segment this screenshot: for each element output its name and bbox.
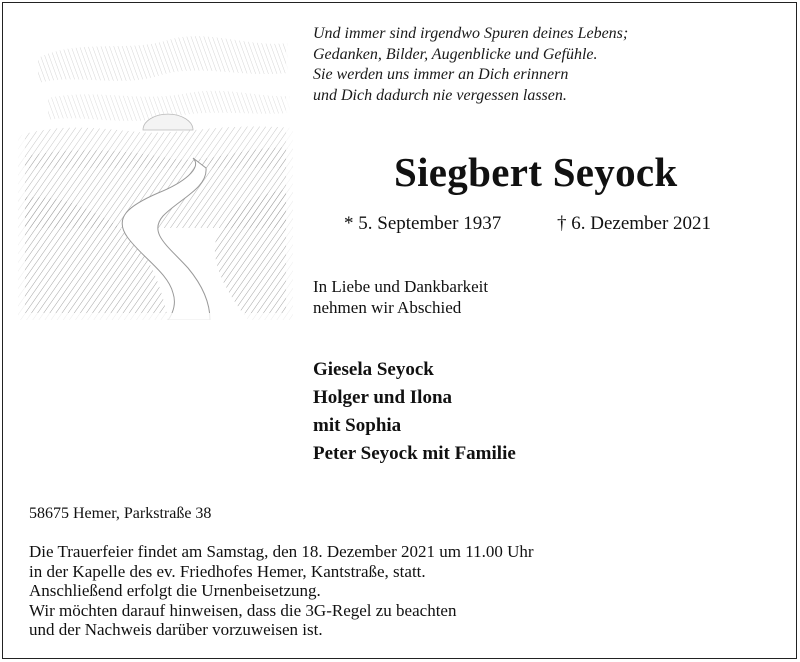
farewell-line: In Liebe und Dankbarkeit [313, 277, 489, 296]
deceased-name: Siegbert Seyock [394, 149, 678, 195]
landscape-sketch-image [18, 18, 293, 320]
mourner-name: Peter Seyock mit Familie [313, 443, 516, 464]
mourner-name: mit Sophia [313, 415, 402, 436]
quote-line: Sie werden uns immer an Dich erinnern [313, 66, 569, 83]
mourner-name: Holger und Ilona [313, 387, 453, 408]
family-address: 58675 Hemer, Parkstraße 38 [29, 505, 212, 522]
birth-date: * 5. September 1937 [344, 213, 502, 234]
mourners-list [313, 356, 516, 468]
notice-line: Die Trauerfeier findet am Samstag, den 18. Dezember 2021 um 11.00 Uhr [29, 542, 534, 561]
notice-line: und der Nachweis darüber vorzuweisen ist. [29, 620, 323, 639]
death-date: † 6. Dezember 2021 [557, 213, 712, 234]
notice-line: Wir möchten darauf hinweisen, dass die 3G-Regel zu beachten [29, 600, 457, 620]
quote-line: und Dich dadurch nie vergessen lassen. [313, 86, 567, 104]
mourner-name: Giesela Seyock [313, 359, 434, 380]
memorial-quote [313, 24, 628, 106]
notice-line: Anschließend erfolgt die Urnenbeisetzung. [29, 581, 321, 600]
notice-line: in der Kapelle des ev. Friedhofes Hemer, Kantstraße, statt. [29, 561, 426, 581]
funeral-notice [29, 542, 534, 640]
farewell-line: nehmen wir Abschied [313, 298, 462, 317]
quote-line: Gedanken, Bilder, Augenblicke und Gefühle. [313, 45, 598, 63]
farewell-text [313, 276, 488, 318]
quote-line: Und immer sind irgendwo Spuren deines Lebens; [313, 25, 629, 42]
